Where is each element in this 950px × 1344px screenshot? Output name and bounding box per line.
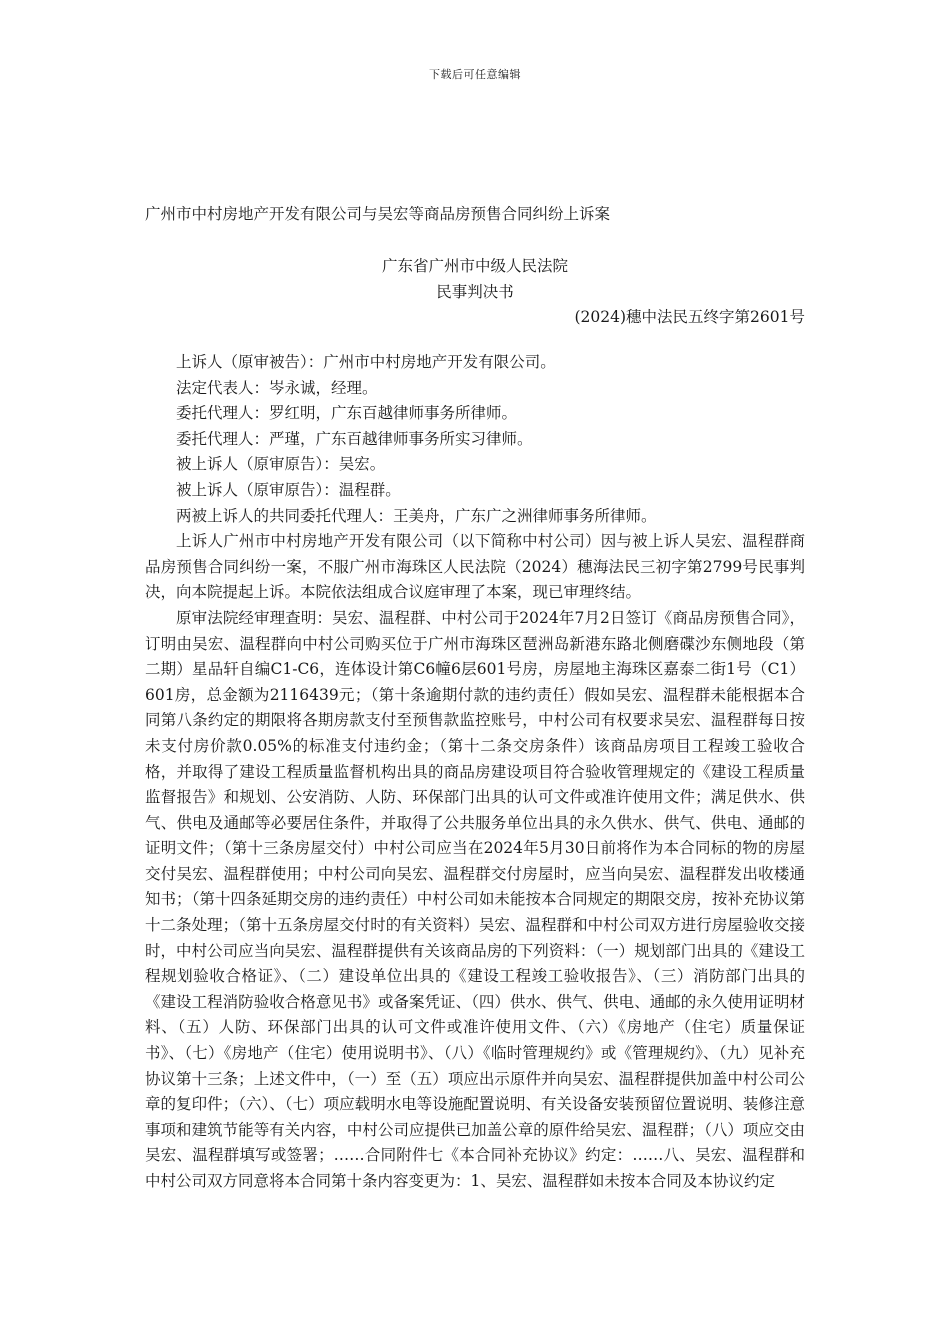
paragraph-agent-1: 委托代理人：罗红明，广东百越律师事务所律师。 [176,404,518,423]
court-name: 广东省广州市中级人民法院 [381,257,568,275]
paragraph-appellee-2: 被上诉人（原审原告）：温程群。 [176,480,401,499]
paragraph-agent-2: 委托代理人：严瑾，广东百越律师事务所实习律师。 [176,429,533,448]
paragraph-joint-agent: 两被上诉人的共同委托代理人：王美舟，广东广之洲律师事务所律师。 [176,506,657,525]
judgment-body [145,350,805,1195]
paragraph-legal-rep: 法定代表人：岑永诚，经理。 [176,378,378,397]
paragraph-appellee-1: 被上诉人（原审原告）：吴宏。 [176,455,386,474]
case-title: 广州市中村房地产开发有限公司与吴宏等商品房预售合同纠纷上诉案 [145,205,611,223]
document-type: 民事判决书 [436,283,514,301]
case-number: (2024)穗中法民五终字第2601号 [574,308,805,326]
header-note: 下载后可任意编辑 [429,68,521,81]
paragraph-intro: 上诉人广州市中村房地产开发有限公司（以下简称中村公司）因与被上诉人吴宏、温程群商品房预售合同纠纷一案，不服广州市海珠区人民法院（2024）穗海法民三初字第2799号民事判决，向本院提起上诉。本院依法组成合议庭审理了本案，现已审理终结。 [145,532,805,602]
paragraph-appellant: 上诉人（原审被告）：广州市中村房地产开发有限公司。 [176,353,556,371]
paragraph-findings: 原审法院经审理查明：吴宏、温程群、中村公司于2024年7月2日签订《商品房预售合同》，订明由吴宏、温程群向中村公司购买位于广州市海珠区琶洲岛新港东路北侧磨碟沙东侧地段（第二期）星品轩自编C1-C6，连体设计第C6幢6层601号房，房屋地主海珠区嘉泰二街1号（C1）601房，总金额为2116439元；（第十条逾期付款的违约责任）假如吴宏、温程群未能根据本合同第八条约定的期限将各期房款支付至预售款监控账号，中村公司有权要求吴宏、温程群每日按未支付房价款0.05%的标准支付违约金；（第十二条交房条件）该商品房项目工程竣工验收合格，并取得了建设工程质量监督机构出具的商品房建设项目符合验收管理规定的《建设工程质量监督报告》和规划、公安消防、人防、环保部门出具的认可文件或准许使用文件；满足供水、供气、供电及通邮等必要居住条件，并取得了公共服务单位出具的永久供水、供气、供电、通邮的证明文件；（第十三条房屋交付）中村公司应当在2024年5月30日前将作为本合同标的物的房屋交付吴宏、温程群使用；中村公司向吴宏、温程群交付房屋时，应当向吴宏、温程群发出收楼通知书；（第十四条延期交房的违约责任）中村公司如未能按本合同规定的期限交房，按补充协议第十二条处理；（第十五条房屋交付时的有关资料）吴宏、温程群和中村公司双方进行房屋验收交接时，中村公司应当向吴宏、温程群提供有关该商品房的下列资料：（一）规划部门出具的《建设工程规划验收合格证》、（二）建设单位出具的《建设工程竣工验收报告》、（三）消防部门出具的《建设工程消防验收合格意见书》或备案凭证、（四）供水、供气、供电、通邮的永久使用证明材料、（五）人防、环保部门出具的认可文件或准许使用文件、（六）《房地产（住宅）质量保证书》、（七）《房地产（住宅）使用说明书》、（八）《临时管理规约》或《管理规约》、（九）见补充协议第十三条；上述文件中，（一）至（五）项应出示原件并向吴宏、温程群提供加盖中村公司公章的复印件；（六）、（七）项应载明水电等设施配置说明、有关设备安装预留位置说明、装修注意事项和建筑节能等有关内容，中村公司应提供已加盖公章的原件给吴宏、温程群；（八）项应交由吴宏、温程群填写或签署；……合同附件七《本合同补充协议》约定：……八、吴宏、温程群和中村公司双方同意将本合同第十条内容变更为：1、吴宏、温程群如未按本合同及本协议约定 [145,608,805,1190]
